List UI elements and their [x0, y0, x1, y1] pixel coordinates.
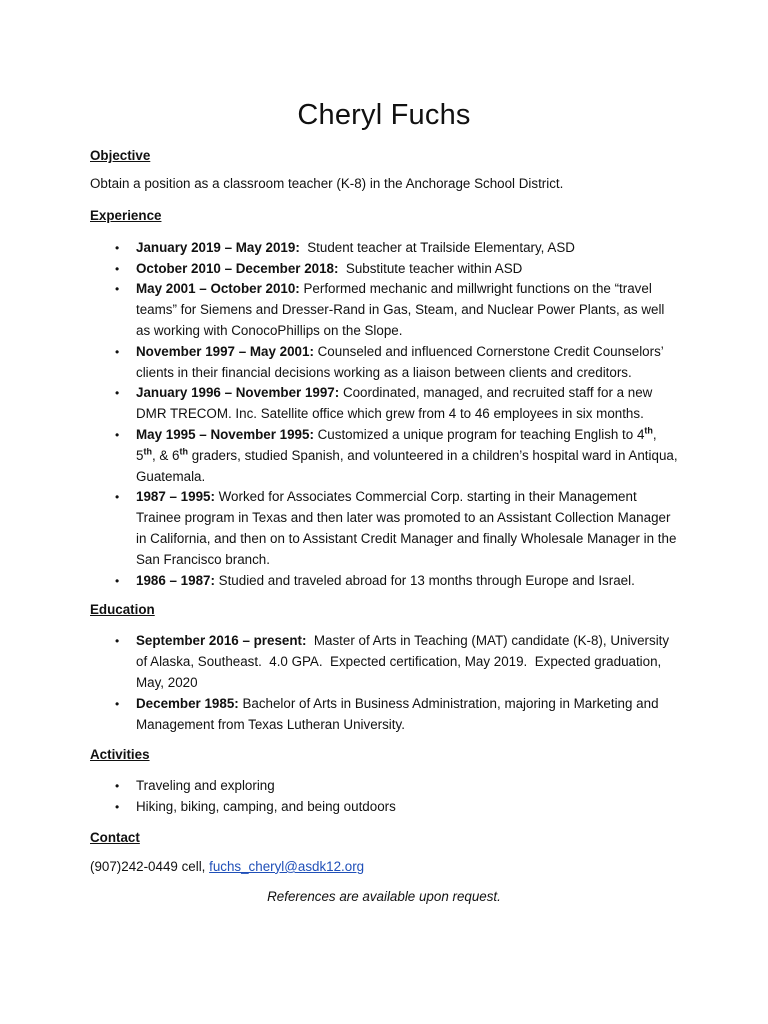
ordinal-suffix: th — [143, 446, 152, 457]
item-date: May 2001 – October 2010: — [136, 281, 300, 297]
item-text: Master of Arts in Teaching (MAT) candidate (K-8), University of Alaska, Southeast. 4.0 GPA. Expected certification, May 2019. Expected graduation, May, 2020 — [136, 633, 673, 690]
item-text: graders, studied Spanish, and volunteered in a children’s hospital ward in Antiqua, Guatemala. — [136, 447, 678, 484]
heading-activities: Activities — [90, 747, 150, 763]
email-link[interactable]: fuchs_cheryl@asdk12.org — [209, 858, 365, 874]
bullet-icon: • — [115, 573, 120, 588]
item-text: Student teacher at Trailside Elementary, ASD — [299, 239, 575, 255]
objective-text: Obtain a position as a classroom teacher (K-8) in the Anchorage School District. — [90, 176, 564, 191]
list-item — [90, 631, 678, 693]
item-text: Hiking, biking, camping, and being outdoors — [136, 799, 396, 815]
item-date: September 2016 – present: — [136, 633, 307, 649]
item-text: Performed mechanic and millwright functions on the “travel teams” for Siemens and Dresser-Rand in Gas, Steam, and Nuclear Power Plants, as well as working with ConocoPhillips on the Slope. — [136, 281, 665, 338]
phone-text: (907)242-0449 cell, — [90, 858, 210, 874]
list-item — [90, 279, 678, 341]
list-item — [90, 487, 678, 570]
item-text: Coordinated, managed, and recruited staff for a new DMR TRECOM. Inc. Satellite office which grew from 4 to 46 employees in six months. — [136, 385, 653, 422]
list-item — [90, 342, 678, 384]
education-list — [90, 631, 678, 735]
list-item — [90, 383, 678, 425]
item-text: Bachelor of Arts in Business Administration, majoring in Marketing and Management from Texas Lutheran University. — [136, 695, 659, 732]
item-date: November 1997 – May 2001: — [136, 343, 314, 359]
experience-list — [90, 238, 678, 592]
bullet-icon: • — [115, 490, 120, 505]
list-item — [90, 776, 678, 797]
bullet-icon: • — [115, 696, 120, 711]
item-date: 1986 – 1987: — [136, 572, 215, 588]
ordinal-suffix: th — [179, 446, 188, 457]
resume-name: Cheryl Fuchs — [297, 99, 471, 131]
list-item — [90, 797, 678, 818]
heading-experience: Experience — [90, 207, 162, 223]
activities-list — [90, 776, 678, 818]
item-date: 1987 – 1995: — [136, 489, 215, 505]
references-note: References are available upon request. — [267, 888, 501, 904]
heading-objective: Objective — [90, 148, 151, 163]
bullet-icon: • — [115, 344, 120, 359]
bullet-icon: • — [115, 261, 120, 276]
list-item — [90, 259, 678, 280]
ordinal-suffix: th — [644, 425, 653, 436]
item-text: Substitute teacher within ASD — [338, 260, 523, 276]
item-text: Customized a unique program for teaching English to 4 — [313, 426, 645, 442]
bullet-icon: • — [115, 240, 120, 255]
item-date: May 1995 – November 1995: — [136, 426, 314, 442]
item-text: , & 6 — [151, 447, 180, 463]
item-date: December 1985: — [136, 695, 239, 711]
bullet-icon: • — [115, 634, 120, 649]
item-text: Counseled and influenced Cornerstone Credit Counselors’ clients in their financial decisions working as a liaison between clients and creditors. — [136, 343, 664, 380]
list-item — [90, 571, 678, 592]
bullet-icon: • — [115, 800, 120, 815]
list-item — [90, 694, 678, 736]
item-text: Studied and traveled abroad for 13 months through Europe and Israel. — [214, 572, 635, 588]
bullet-icon: • — [115, 779, 120, 794]
item-text: , 5 — [136, 426, 657, 463]
heading-education: Education — [90, 602, 155, 618]
heading-contact: Contact — [90, 829, 140, 845]
bullet-icon: • — [115, 427, 120, 442]
list-item — [90, 425, 678, 487]
item-text: Worked for Associates Commercial Corp. starting in their Management Trainee program in Texas and then later was promoted to an Assistant Collection Manager in California, and then on to Assistant Credit Manager and finally Wholesale Manager in the San Francisco branch. — [136, 489, 677, 567]
item-date: January 2019 – May 2019: — [136, 239, 300, 255]
item-date: January 1996 – November 1997: — [136, 385, 340, 401]
contact-line — [90, 857, 678, 878]
item-date: October 2010 – December 2018: — [136, 260, 339, 276]
bullet-icon: • — [115, 386, 120, 401]
list-item — [90, 238, 678, 259]
item-text: Traveling and exploring — [136, 778, 275, 794]
bullet-icon: • — [115, 282, 120, 297]
